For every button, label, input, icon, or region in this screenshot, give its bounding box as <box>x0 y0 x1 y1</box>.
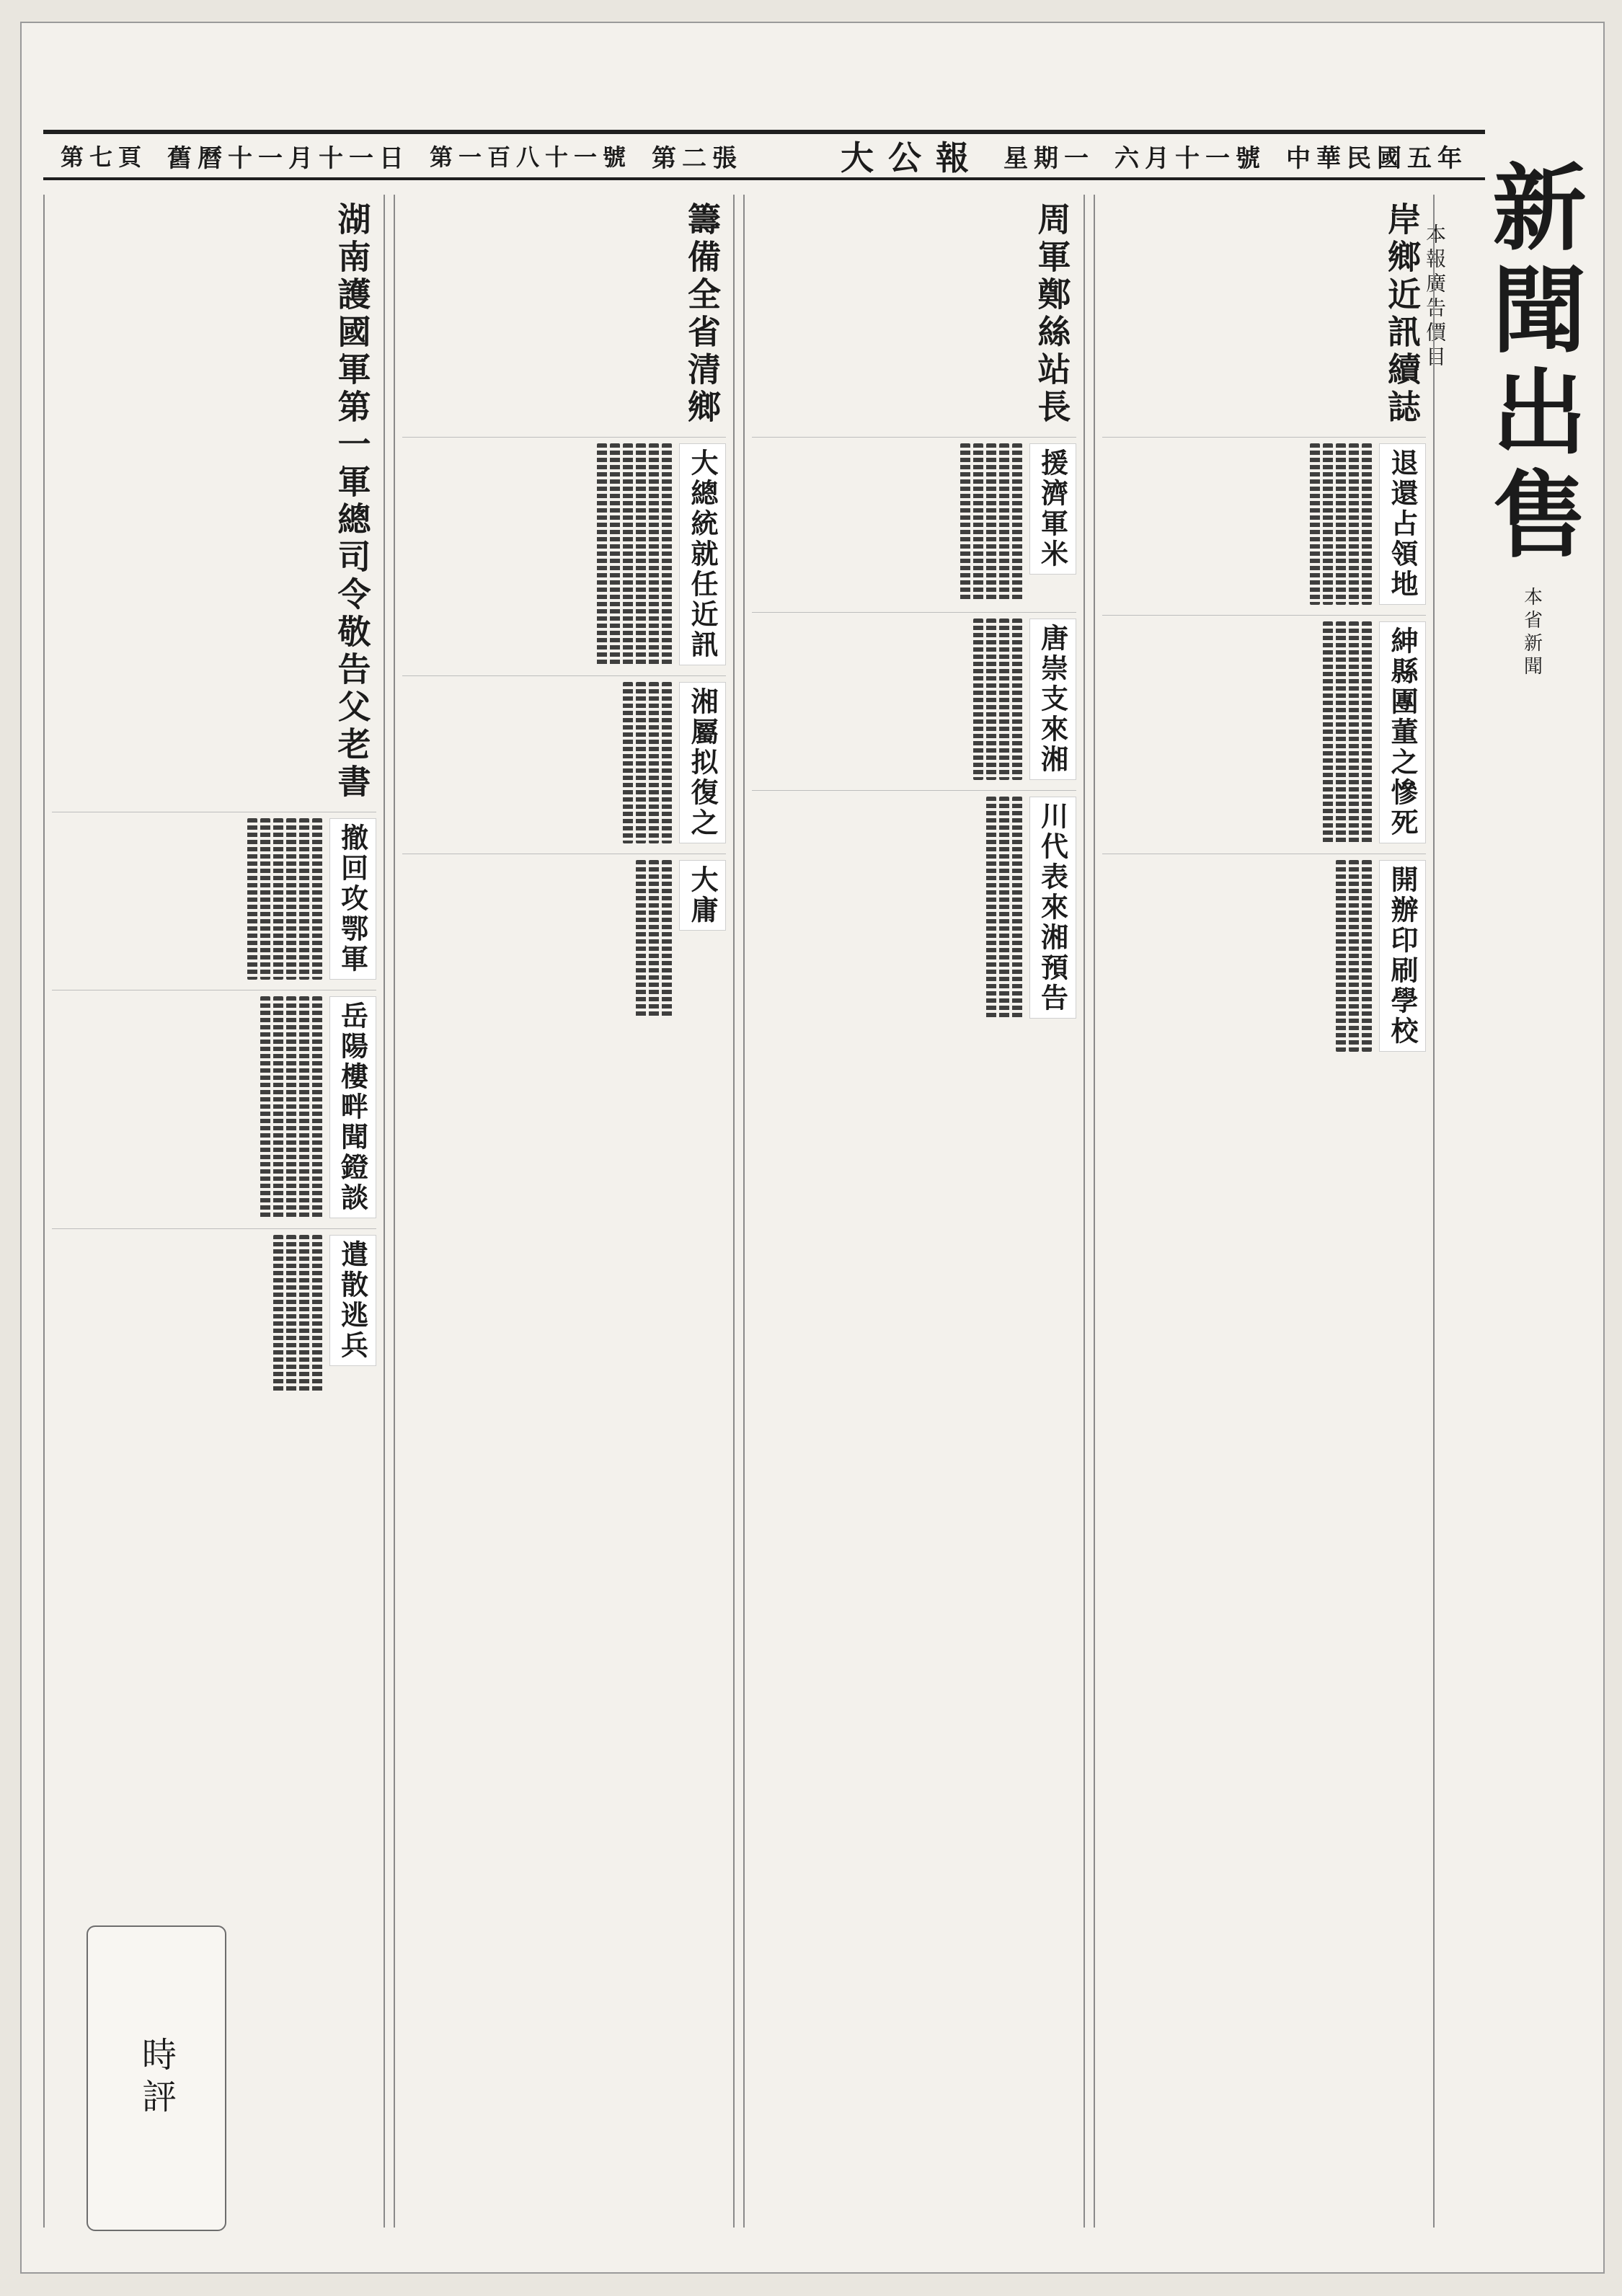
text-line <box>1349 621 1359 843</box>
text-line <box>1336 443 1346 605</box>
paper-name: 大公報 <box>841 138 983 177</box>
text-line <box>299 996 309 1218</box>
republic-year: 中華民國五年 <box>1286 143 1468 173</box>
text-line <box>286 1235 296 1393</box>
header-left <box>61 138 743 174</box>
news-item <box>52 990 376 1218</box>
news-item <box>402 854 727 1019</box>
text-line <box>636 682 646 843</box>
text-line <box>986 797 996 1019</box>
article-body <box>752 619 1022 780</box>
text-line <box>273 996 283 1218</box>
text-line <box>1323 621 1333 843</box>
sheet-number: 第二張 <box>652 143 743 173</box>
ad-note: 本報廣告價目 <box>1423 223 1447 371</box>
news-item <box>52 812 376 980</box>
text-line <box>273 1235 283 1393</box>
news-headline: 援濟軍米 <box>1029 443 1076 575</box>
text-line <box>999 443 1009 602</box>
text-line <box>286 818 296 980</box>
news-item <box>402 437 727 665</box>
text-line <box>1310 443 1320 605</box>
article-body <box>752 797 1022 1019</box>
text-line <box>1349 860 1359 1052</box>
masthead <box>1463 159 1600 865</box>
news-headline: 開辦印刷學校 <box>1379 860 1426 1052</box>
text-line <box>286 996 296 1218</box>
text-line <box>999 797 1009 1019</box>
news-headline: 湘屬拟復之 <box>679 682 726 843</box>
text-line <box>260 996 270 1218</box>
column-4 <box>1094 195 1435 2228</box>
news-headline: 紳縣團董之慘死 <box>1379 621 1426 843</box>
header-right <box>841 132 1468 179</box>
article-body <box>1102 443 1373 605</box>
column-2 <box>394 195 735 2228</box>
weekday: 星期一 <box>1003 143 1094 173</box>
text-line <box>273 818 283 980</box>
western-date: 六月十一號 <box>1114 143 1266 173</box>
column-1 <box>43 195 385 2228</box>
text-line <box>649 860 659 1019</box>
text-line <box>973 619 983 780</box>
section-note: 本省新聞 <box>1520 587 1543 679</box>
news-item <box>752 790 1076 1019</box>
text-line <box>973 443 983 602</box>
text-line <box>986 443 996 602</box>
text-line <box>247 818 257 980</box>
text-line <box>960 443 970 602</box>
text-line <box>610 443 620 665</box>
commentary-box <box>87 1925 226 2231</box>
section-title: 岸鄉近訊續誌 <box>1383 202 1422 427</box>
text-line <box>1362 621 1372 843</box>
text-line <box>662 443 672 665</box>
text-line <box>649 682 659 843</box>
text-line <box>623 682 633 843</box>
text-line <box>662 682 672 843</box>
article-body <box>402 682 673 843</box>
news-item <box>752 612 1076 780</box>
news-headline: 退還占領地 <box>1379 443 1426 605</box>
text-line <box>1323 443 1333 605</box>
text-line <box>1362 443 1372 605</box>
text-line <box>312 818 322 980</box>
text-line <box>1012 443 1022 602</box>
section-title: 籌備全省清鄉 <box>683 202 722 427</box>
commentary-title: 時評 <box>136 2036 177 2120</box>
news-headline: 岳陽樓畔聞鐙談 <box>329 996 376 1218</box>
article-body <box>1102 621 1373 843</box>
news-item <box>1102 854 1427 1052</box>
issue-number: 第一百八十一號 <box>430 143 632 171</box>
text-line <box>597 443 607 665</box>
article-body <box>402 860 673 1019</box>
text-line <box>299 1235 309 1393</box>
lunar-date: 舊曆十一月十一日 <box>167 143 410 173</box>
text-line <box>636 443 646 665</box>
article-body <box>752 443 1022 602</box>
news-item <box>402 675 727 843</box>
text-line <box>999 619 1009 780</box>
text-line <box>1362 860 1372 1052</box>
text-line <box>260 818 270 980</box>
article-body <box>1102 860 1373 1052</box>
news-item <box>752 437 1076 602</box>
columns-grid <box>43 195 1435 2228</box>
text-line <box>312 1235 322 1393</box>
news-headline: 遣散逃兵 <box>329 1235 376 1366</box>
text-line <box>649 443 659 665</box>
text-line <box>986 619 996 780</box>
text-line <box>623 443 633 665</box>
text-line <box>299 818 309 980</box>
news-headline: 大庸 <box>679 860 726 931</box>
text-line <box>1012 619 1022 780</box>
news-item <box>1102 615 1427 843</box>
masthead-title: 新聞出售 <box>1477 159 1587 568</box>
section-title: 周軍鄭絲站長 <box>1032 202 1072 427</box>
article-body <box>402 443 673 665</box>
header-band <box>43 130 1485 180</box>
text-line <box>1336 860 1346 1052</box>
page-number: 第七頁 <box>61 143 148 171</box>
text-line <box>1349 443 1359 605</box>
section-title: 湖南護國軍第一軍總司令敬告父老書 <box>332 202 372 802</box>
article-body <box>52 996 322 1218</box>
news-headline: 撤回攻鄂軍 <box>329 818 376 980</box>
text-line <box>662 860 672 1019</box>
news-headline: 大總統就任近訊 <box>679 443 726 665</box>
text-line <box>636 860 646 1019</box>
column-3 <box>743 195 1085 2228</box>
article-body <box>52 1235 322 1393</box>
news-item <box>1102 437 1427 605</box>
text-line <box>1336 621 1346 843</box>
news-headline: 川代表來湘預告 <box>1029 797 1076 1019</box>
article-body <box>52 818 322 980</box>
text-line <box>312 996 322 1218</box>
text-line <box>1012 797 1022 1019</box>
news-headline: 唐崇支來湘 <box>1029 619 1076 780</box>
news-item <box>52 1228 376 1393</box>
